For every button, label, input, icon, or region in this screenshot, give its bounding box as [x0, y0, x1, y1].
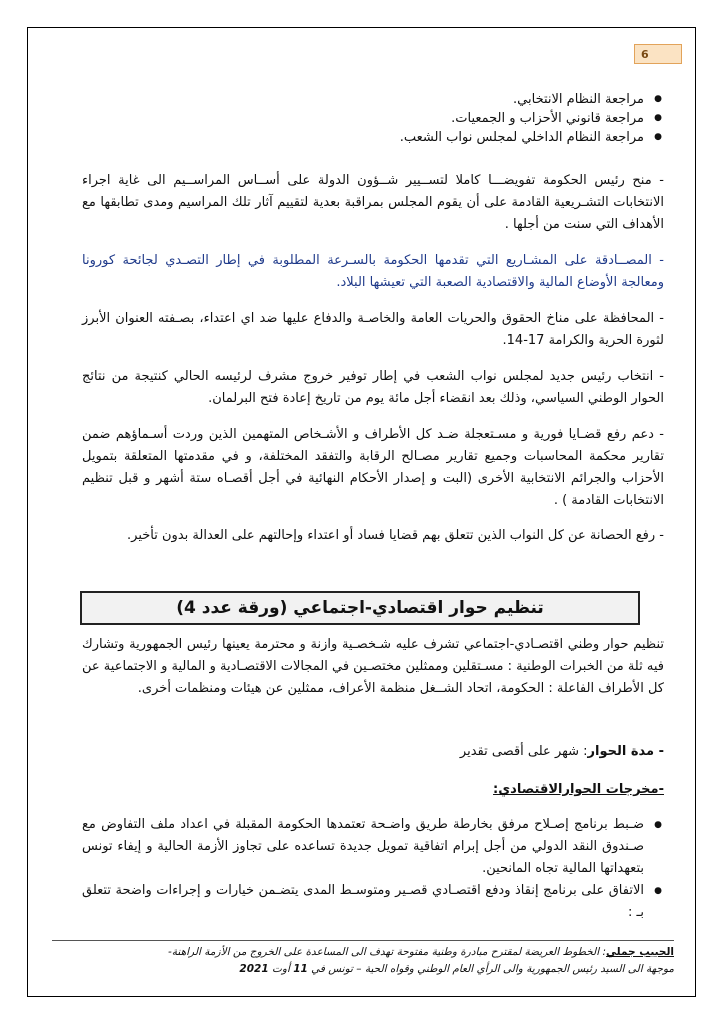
- outputs-heading-block: [82, 780, 664, 800]
- list-item: ● الاتفاق على برنامج إنقاذ ودفع اقتصـادي قصـير ومتوسـط المدى يتضـمن خيارات و إجراءات واضحة تتعلق بـ :: [82, 880, 664, 924]
- top-bullets-block: [82, 90, 664, 147]
- bottom-bullet-list: [82, 814, 664, 924]
- outputs-heading: -مخرجات الحوارالاقتصادي:: [493, 782, 664, 797]
- paragraph-rights: [82, 308, 664, 352]
- footer-addressee: موجهة الى السيد رئيس الجمهورية والى الرأي العام الوطني وقواه الحية – تونس في: [307, 963, 674, 975]
- paragraph-lawsuits: [82, 424, 664, 512]
- list-item: ● ضـبط برنامج إصـلاح مرفق بخارطة طريق واضـحة تعتمدها الحكومة المقبلة في اعداد ملف التفاوض مع صـندوق النقد الدولي من أجل إبرام اتفاقية تمويل جديدة تساعده على تجاوز الأزمة الحالية و إيفاء تونس بتعهداتها المالية تجاه المانحين.: [82, 814, 664, 880]
- footer-line-1: [52, 944, 674, 961]
- list-item: ● مراجعة النظام الانتخابي.: [82, 90, 664, 109]
- list-item: ● مراجعة النظام الداخلي لمجلس نواب الشعب.: [82, 128, 664, 147]
- paragraph-speaker: [82, 366, 664, 410]
- paragraph-text: - المصــادقة على المشـاريع التي تقدمها الحكومة بالسـرعة المطلوبة في إطار التصـدي لجائحة كورونا ومعالجة الأوضاع المالية والاقتصادية الصعبة التي تعيشها البلاد.: [82, 253, 664, 290]
- paragraph-decrees: [82, 170, 664, 236]
- duration-line: [82, 742, 664, 762]
- list-item: ● مراجعة قانوني الأحزاب و الجمعيات.: [82, 109, 664, 128]
- paragraph-text: - منح رئيس الحكومة تفويضـــا كاملا لتســيير شــؤون الدولة على أســاس المراســيم الى غاية اجراء الانتخابات التشـريعية القادمة على أن يقوم المجلس بمراقبة بعدية لتقييم آثار تلك المراسيم ومدى تطابقها مع الأهداف التي سنت من أجلها .: [82, 173, 664, 232]
- top-bullet-list: [82, 90, 664, 147]
- page-number: 6: [634, 44, 682, 64]
- footer-month: أوت: [268, 963, 294, 975]
- paragraph-text: - رفع الحصانة عن كل النواب الذين تتعلق بهم قضايا فساد أو اعتداء وإحالتهم على العدالة بدون تأخير.: [127, 528, 664, 543]
- bottom-bullets-block: [82, 814, 664, 924]
- duration-value: : شهر على أقصى تقدير: [459, 744, 588, 759]
- paragraph-text: - دعم رفع قضـايا فورية و مسـتعجلة ضـد كل الأطراف و الأشـخاص المتهمين الذين وردت أسـماؤهم ضمن تقارير محكمة المحاسبات وجميع تقارير مصـالح الرقابة والتفقد المختلفة، و في مقدمتها المتعلقة بتمويل الأحزاب والجرائم الانتخابية الأخرى (البت و إصدار الأحكام النهائية في أجل أقصـاه ستة أشهر و قبل تنظيم الانتخابات القادمة ) .: [82, 427, 664, 508]
- duration-label: - مدة الحوار: [587, 744, 664, 759]
- paragraph-projects: [82, 250, 664, 294]
- footer-day: 11: [293, 963, 308, 975]
- section-title: تنظيم حوار اقتصادي-اجتماعي (ورقة عدد 4): [80, 591, 640, 625]
- footer-title: : الخطوط العريضة لمقترح مبادرة وطنية مفتوحة تهدف الى المساعدة على الخروج من الأزمة الراهنة-: [168, 946, 607, 958]
- footer-divider: [52, 940, 674, 941]
- paragraph-text: تنظيم حوار وطني اقتصـادي-اجتماعي تشرف عليه شـخصـية وازنة و محترمة يعينها رئيس الجمهورية وتشارك فيه ثلة من الخبرات الوطنية : مسـتقلين وممثلين مختصـين في المجالات الاقتصـادية و المالية و الاجتماعية عن كل الأطراف الفاعلة : الحكومة، اتحاد الشــغل منظمة الأعراف، ممثلين عن هيئات ومنظمات أخرى.: [82, 637, 664, 696]
- paragraph-text: - المحافظة على مناخ الحقوق والحريات العامة والخاصـة والدفاع عليها ضد اي اعتداء، بصـفته العنوان الأبرز لثورة الحرية والكرامة 17-14.: [82, 311, 664, 348]
- paragraph-dialogue: [82, 634, 664, 700]
- footer-year: 2021: [239, 963, 269, 975]
- paragraph-immunity: [82, 526, 664, 546]
- footer-author: الحبيب جملي: [606, 946, 674, 958]
- paragraph-text: - انتخاب رئيس جديد لمجلس نواب الشعب في إطار توفير خروج مشرف لرئيسه الحالي كنتيجة من نتائج الحوار الوطني السياسي، وذلك بعد انقضاء أجل مائة يوم من تاريخ إعادة فتح البرلمان.: [82, 369, 664, 406]
- footer-line-2: [52, 961, 674, 978]
- footer: [52, 944, 674, 978]
